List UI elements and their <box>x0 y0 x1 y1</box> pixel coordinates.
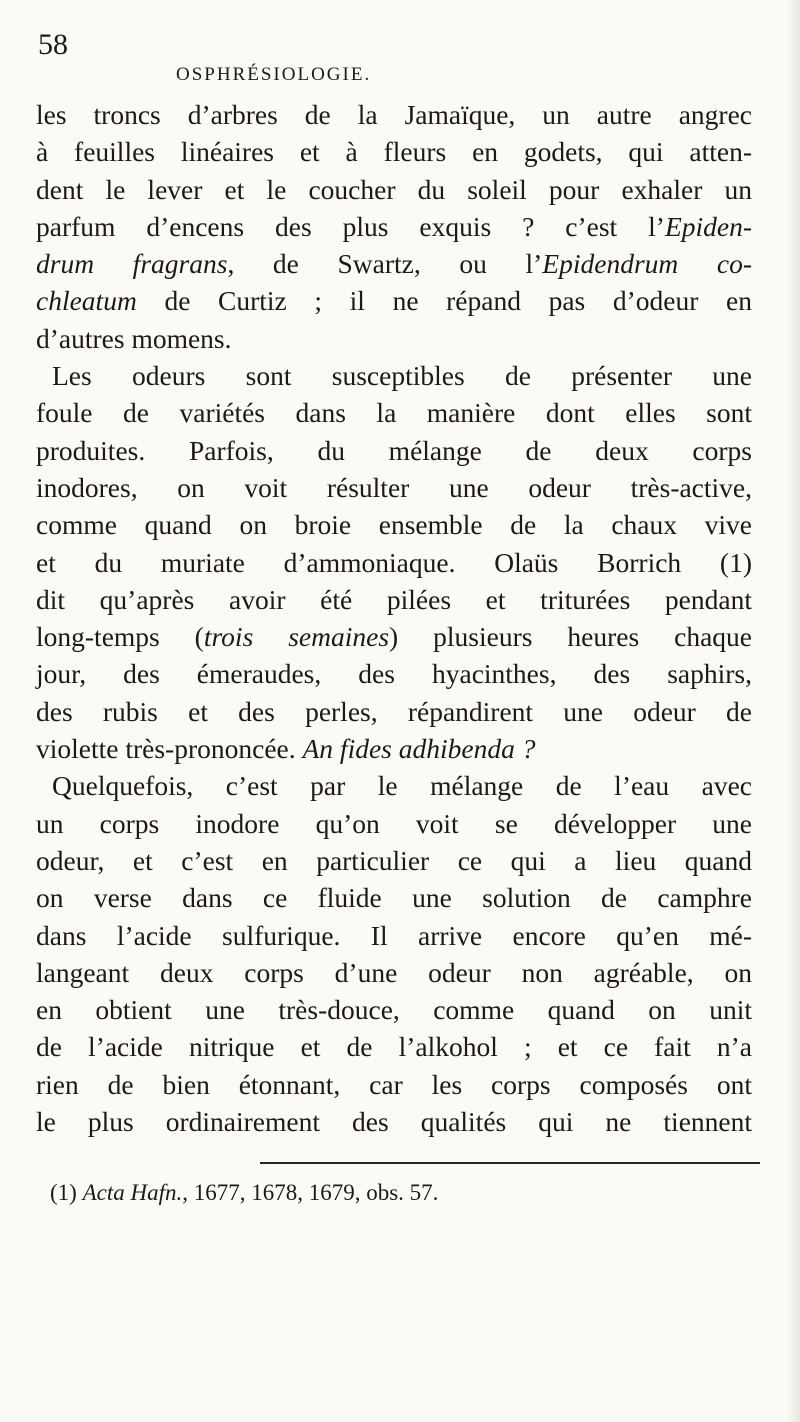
text-line <box>36 917 752 954</box>
text-line <box>36 357 752 394</box>
text-line <box>36 208 752 245</box>
text-segment: rien de bien étonnant, car les corps composés ont <box>36 1068 752 1100</box>
text-segment: Les odeurs sont susceptibles de présenter une <box>52 360 752 392</box>
italic-text: An fides adhibenda ? <box>302 733 536 765</box>
text-segment: produites. Parfois, du mélange de deux corps <box>36 434 752 466</box>
text-segment: odeur, et c’est en particulier ce qui a lieu quand <box>36 844 752 876</box>
text-segment: dent le lever et le coucher du soleil pour exhaler un <box>36 173 752 205</box>
text-segment: des rubis et des perles, répandirent une odeur de <box>36 695 752 727</box>
text-segment: violette très-prononcée. <box>36 733 303 765</box>
text-segment: jour, des émeraudes, des hyacinthes, des saphirs, <box>36 658 752 690</box>
text-line <box>36 394 752 431</box>
page-header <box>38 28 718 85</box>
running-head: OSPHRÉSIOLOGIE. <box>176 64 372 85</box>
text-line <box>36 171 752 208</box>
text-segment: à feuilles linéaires et à fleurs en godets, qui atten- <box>36 136 752 168</box>
footnote-source: Acta Hafn. <box>82 1180 183 1205</box>
footnote <box>50 1180 438 1206</box>
text-line <box>36 469 752 506</box>
footnote-rule <box>260 1162 760 1164</box>
text-segment: parfum d’encens des plus exquis ? c’est l’ <box>36 210 665 242</box>
text-line <box>36 506 752 543</box>
text-segment: de l’acide nitrique et de l’alkohol ; et ce fait n’a <box>36 1031 752 1063</box>
page-edge-shadow <box>786 0 800 1422</box>
text-line <box>36 618 752 655</box>
text-segment: on verse dans ce fluide une solution de camphre <box>36 882 752 914</box>
text-line <box>36 879 752 916</box>
footnote-details: , 1677, 1678, 1679, obs. 57. <box>182 1180 439 1205</box>
text-segment: et du muriate d’ammoniaque. Olaüs Borrich (1) <box>36 546 752 578</box>
italic-text: chleatum <box>36 285 137 317</box>
page-number: 58 <box>38 28 68 61</box>
text-line <box>36 432 752 469</box>
italic-text: Epiden- <box>664 210 752 242</box>
text-segment: comme quand on broie ensemble de la chaux vive <box>36 509 752 541</box>
italic-text: trois semaines <box>203 621 390 653</box>
body-text <box>36 96 752 1140</box>
text-line <box>36 96 752 133</box>
text-line <box>36 581 752 618</box>
text-line <box>36 655 752 692</box>
text-segment: inodores, on voit résulter une odeur très-active, <box>36 471 752 503</box>
text-segment: de Curtiz ; il ne répand pas d’odeur en <box>136 285 752 317</box>
text-line <box>36 282 752 319</box>
text-line <box>36 1028 752 1065</box>
text-line <box>36 245 752 282</box>
text-segment: le plus ordinairement des qualités qui ne tiennent <box>36 1106 752 1138</box>
text-line <box>36 954 752 991</box>
text-segment: long-temps ( <box>36 621 204 653</box>
text-segment: langeant deux corps d’une odeur non agréable, on <box>36 956 752 988</box>
text-line <box>36 544 752 581</box>
text-segment: un corps inodore qu’on voit se développer une <box>36 807 752 839</box>
text-segment: foule de variétés dans la manière dont elles sont <box>36 397 752 429</box>
text-line <box>36 320 752 357</box>
text-segment: dit qu’après avoir été pilées et triturées pendant <box>36 583 752 615</box>
text-segment: , de Swartz, ou l’ <box>227 248 543 280</box>
footnote-marker: (1) <box>50 1180 77 1205</box>
text-line <box>36 767 752 804</box>
italic-text: Epidendrum co- <box>542 248 752 280</box>
text-line <box>36 991 752 1028</box>
text-line <box>36 1066 752 1103</box>
text-segment: d’autres momens. <box>36 322 232 354</box>
text-segment: dans l’acide sulfurique. Il arrive encore qu’en mé- <box>36 919 752 951</box>
text-line <box>36 693 752 730</box>
text-segment: Quelquefois, c’est par le mélange de l’eau avec <box>52 770 752 802</box>
text-line <box>36 133 752 170</box>
text-line <box>36 842 752 879</box>
text-segment: ) plusieurs heures chaque <box>389 621 752 653</box>
text-line <box>36 805 752 842</box>
text-segment: les troncs d’arbres de la Jamaïque, un autre angrec <box>36 99 752 130</box>
text-line <box>36 1103 752 1140</box>
text-line <box>36 730 752 767</box>
italic-text: drum fragrans <box>36 248 228 280</box>
text-segment: en obtient une très-douce, comme quand on unit <box>36 994 752 1026</box>
